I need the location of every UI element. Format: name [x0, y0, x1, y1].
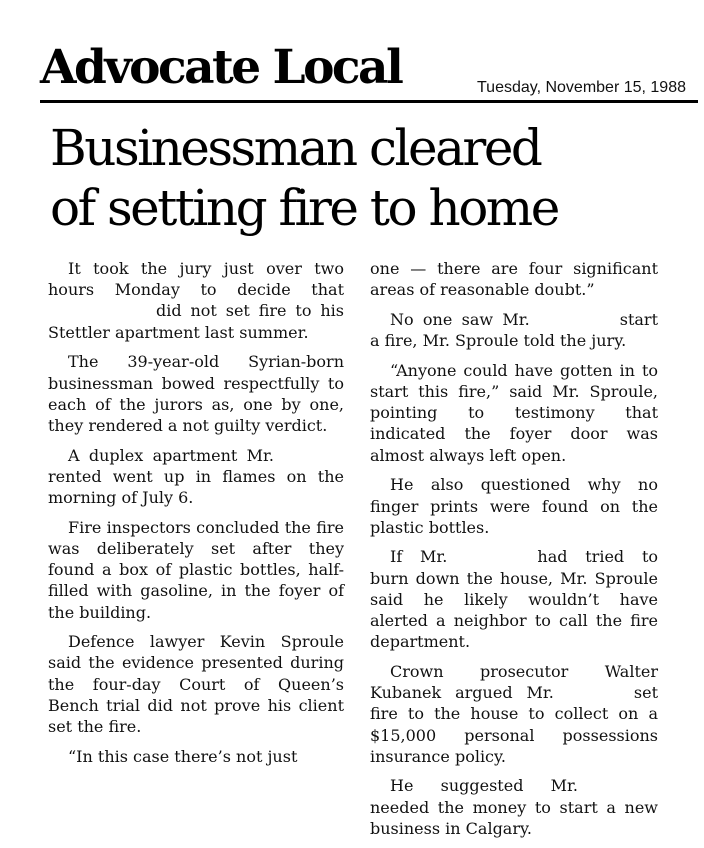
paragraph: No one saw Mr. start a fire, Mr. Sproule told the jury.	[370, 309, 658, 351]
paragraph: “Anyone could have gotten in to start this fire,” said Mr. Sproule, pointing to testimony that indicated the foyer door was almost always left open.	[370, 360, 658, 465]
article-column-left	[48, 258, 344, 775]
paragraph: Defence lawyer Kevin Sproule said the evidence presented during the four-day Court of Queen’s Bench trial did not prove his client set the fire.	[48, 632, 344, 737]
article-column-right	[370, 258, 658, 848]
paragraph: He suggested Mr.needed the money to start a new business in Calgary.	[370, 776, 658, 838]
paragraph: If Mr. had tried to burn down the house, Mr. Sproule said he likely wouldn’t have alerted a neighbor to call the fire department.	[370, 547, 659, 652]
paragraph: He also questioned why no finger prints were found on the plastic bottles.	[370, 475, 658, 537]
section-title: Advocate Local	[40, 40, 402, 95]
publication-date: Tuesday, November 15, 1988	[476, 79, 686, 96]
masthead	[40, 38, 700, 102]
paragraph: “In this case there’s not just	[68, 746, 298, 766]
headline-line-2: of setting fire to home	[50, 179, 558, 237]
paragraph: one — there are four significant areas of reasonable doubt.”	[370, 259, 658, 300]
headline-line-1: Businessman cleared	[50, 119, 541, 177]
paragraph: It took the jury just over two hours Monday to decide thatdid not set fire to his Stettler apartment last summer.	[48, 259, 344, 342]
paragraph: The 39-year-old Syrian-born businessman bowed respectfully to each of the jurors as, one by one, they rendered a not guilty verdict.	[48, 352, 344, 435]
masthead-rule	[40, 100, 698, 103]
paragraph: Fire inspectors concluded the fire was deliberately set after they found a box of plastic bottles, half-filled with gasoline, in the foyer of the building.	[48, 517, 344, 622]
paragraph: A duplex apartment Mr.rented went up in flames on the morning of July 6.	[48, 445, 344, 508]
headline	[50, 118, 690, 238]
paragraph: Crown prosecutor Walter Kubanek argued Mr. set fire to the house to collect on a $15,000 personal possessions insurance policy.	[370, 661, 658, 766]
